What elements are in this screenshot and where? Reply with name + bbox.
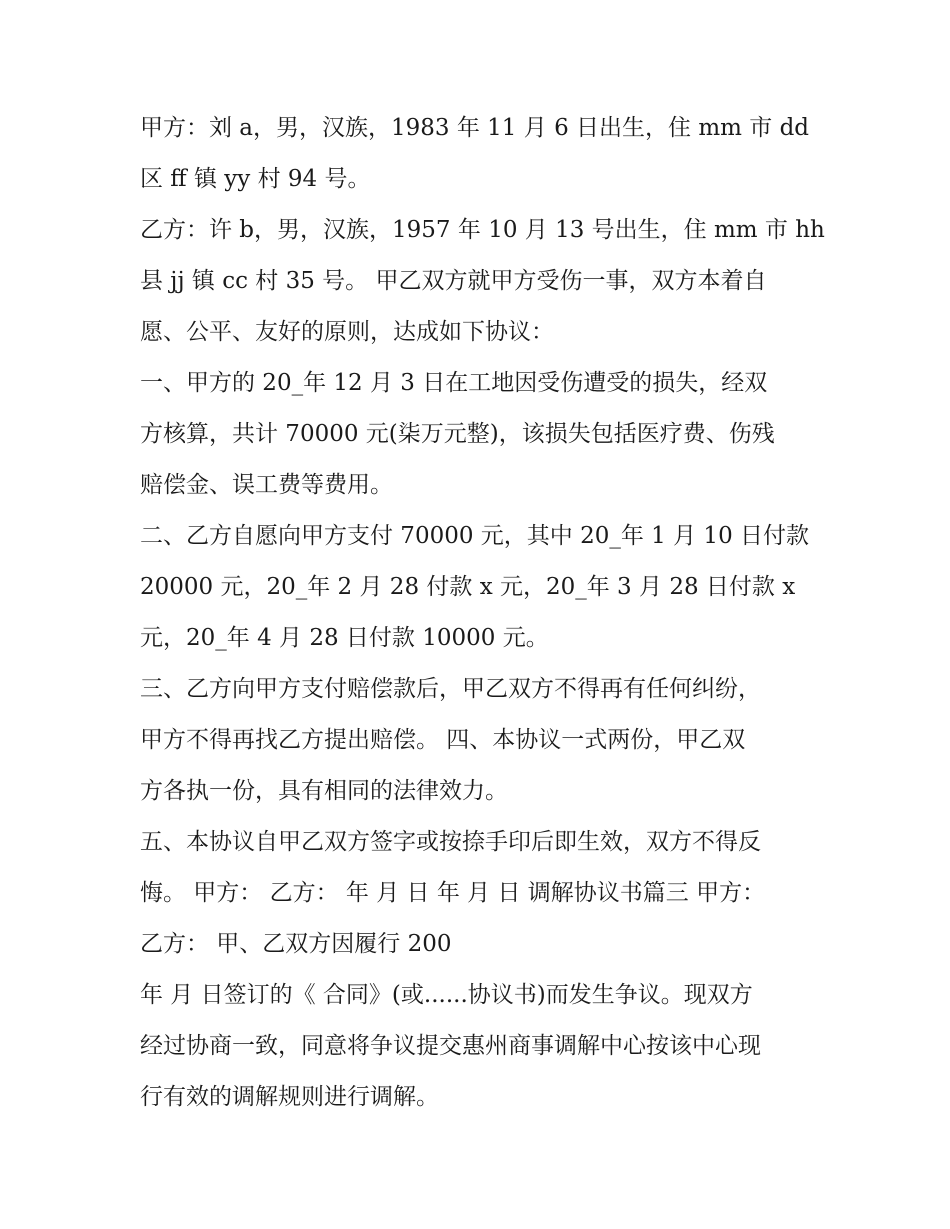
- text-line: 乙方： 甲、乙双方因履行 200: [140, 931, 452, 957]
- text-line: 悔。 甲方： 乙方： 年 月 日 年 月 日 调解协议书篇三 甲方：: [140, 880, 766, 906]
- text-line: 年 月 日签订的《 合同》(或......协议书)而发生争议。现双方: [140, 982, 753, 1008]
- text-line: 乙方：许 b，男，汉族，1957 年 10 月 13 号出生，住 mm 市 hh: [140, 217, 825, 243]
- text-line: 元，20_年 4 月 28 日付款 10000 元。: [140, 625, 549, 651]
- text-line: 三、乙方向甲方支付赔偿款后，甲乙双方不得再有任何纠纷，: [140, 676, 761, 702]
- text-line: 县 jj 镇 cc 村 35 号。 甲乙双方就甲方受伤一事，双方本着自: [140, 268, 767, 294]
- text-line: 方各执一份，具有相同的法律效力。: [140, 778, 508, 804]
- text-line: 五、本协议自甲乙双方签字或按捺手印后即生效，双方不得反: [140, 829, 761, 855]
- text-line: 赔偿金、误工费等费用。: [140, 472, 393, 498]
- document-body: [140, 103, 830, 1123]
- text-line: 愿、公平、友好的原则，达成如下协议：: [140, 319, 554, 345]
- text-line: 行有效的调解规则进行调解。: [140, 1084, 439, 1110]
- text-line: 20000 元，20_年 2 月 28 付款 x 元，20_年 3 月 28 日付款 x: [140, 574, 796, 600]
- text-line: 区 ff 镇 yy 村 94 号。: [140, 166, 371, 192]
- text-line: 二、乙方自愿向甲方支付 70000 元，其中 20_年 1 月 10 日付款: [140, 523, 810, 549]
- text-line: 甲方：刘 a，男，汉族，1983 年 11 月 6 日出生，住 mm 市 dd: [140, 115, 810, 141]
- text-line: 经过协商一致，同意将争议提交惠州商事调解中心按该中心现: [140, 1033, 761, 1059]
- text-line: 方核算，共计 70000 元(柒万元整)，该损失包括医疗费、伤残: [140, 421, 775, 447]
- text-line: 一、甲方的 20_年 12 月 3 日在工地因受伤遭受的损失，经双: [140, 370, 768, 396]
- text-line: 甲方不得再找乙方提出赔偿。 四、本协议一式两份，甲乙双: [140, 727, 746, 753]
